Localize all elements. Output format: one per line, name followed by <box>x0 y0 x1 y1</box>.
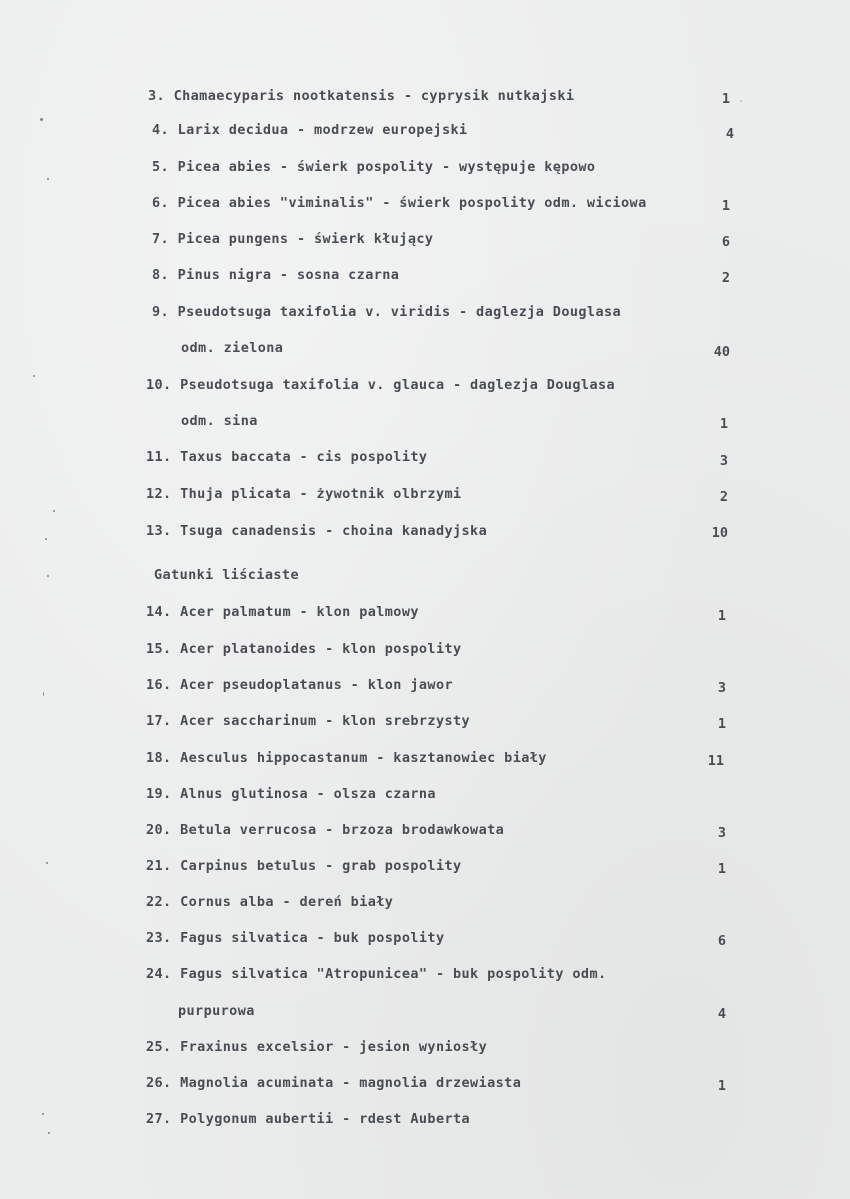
scan-speck <box>46 862 48 864</box>
entry-text: 11. Taxus baccata - cis pospolity <box>146 449 428 465</box>
entry-quantity: 10 <box>711 525 728 541</box>
section-heading: Gatunki liściaste <box>154 567 299 583</box>
entry-text: 14. Acer palmatum - klon palmowy <box>146 604 419 620</box>
entry-text: 19. Alnus glutinosa - olsza czarna <box>146 786 436 802</box>
entry-text: 18. Aesculus hippocastanum - kasztanowiec biały <box>146 750 547 766</box>
entry-text: 25. Fraxinus excelsior - jesion wyniosły <box>146 1039 488 1055</box>
scan-speck <box>33 375 35 377</box>
entry-quantity: 3 <box>717 825 726 841</box>
entry-quantity: 4 <box>725 126 734 142</box>
entry-text: 12. Thuja plicata - żywotnik olbrzymi <box>146 486 462 502</box>
entry-quantity: 40 <box>713 344 730 360</box>
entry-text: 22. Cornus alba - dereń biały <box>146 894 394 910</box>
entry-quantity: 1 <box>721 91 730 107</box>
entry-text: purpurowa <box>178 1003 255 1019</box>
entry-quantity: 2 <box>719 489 728 505</box>
entry-quantity: 1 <box>717 1078 726 1094</box>
entry-text: 21. Carpinus betulus - grab pospolity <box>146 858 462 874</box>
scan-speck <box>740 100 742 102</box>
scan-speck <box>42 1113 44 1115</box>
scan-speck <box>43 692 44 696</box>
entry-text: 20. Betula verrucosa - brzoza brodawkowata <box>146 822 505 838</box>
scan-speck <box>40 118 43 121</box>
scan-speck <box>47 178 49 180</box>
entry-text: 24. Fagus silvatica "Atropunicea" - buk pospolity odm. <box>146 966 607 982</box>
entry-text: 26. Magnolia acuminata - magnolia drzewiasta <box>146 1075 522 1091</box>
entry-text: 16. Acer pseudoplatanus - klon jawor <box>146 677 453 693</box>
entry-quantity: 2 <box>721 270 730 286</box>
entry-text: 17. Acer saccharinum - klon srebrzysty <box>146 713 471 729</box>
entry-text: 5. Picea abies - świerk pospolity - występuje kępowo <box>152 159 596 175</box>
entry-quantity: 1 <box>721 198 730 214</box>
entry-quantity: 6 <box>721 234 730 250</box>
scan-speck <box>45 538 47 540</box>
entry-quantity: 3 <box>717 680 726 696</box>
entry-text: 4. Larix decidua - modrzew europejski <box>152 122 468 138</box>
scan-speck <box>53 510 55 512</box>
scan-speck <box>48 1132 50 1134</box>
entry-text: 10. Pseudotsuga taxifolia v. glauca - daglezja Douglasa <box>146 377 616 393</box>
entry-quantity: 1 <box>717 716 726 732</box>
entry-text: 27. Polygonum aubertii - rdest Auberta <box>146 1111 471 1127</box>
entry-quantity: 11 <box>707 753 724 769</box>
entry-quantity: 1 <box>717 608 726 624</box>
scan-speck <box>47 575 49 577</box>
entry-text: 7. Picea pungens - świerk kłujący <box>152 231 434 247</box>
entry-quantity: 3 <box>719 453 728 469</box>
entry-text: 23. Fagus silvatica - buk pospolity <box>146 930 445 946</box>
entry-text: 13. Tsuga canadensis - choina kanadyjska <box>146 523 488 539</box>
entry-quantity: 1 <box>719 416 728 432</box>
entry-text: odm. sina <box>181 413 258 429</box>
entry-quantity: 4 <box>717 1006 726 1022</box>
entry-quantity: 6 <box>717 933 726 949</box>
entry-text: 3. Chamaecyparis nootkatensis - cyprysik nutkajski <box>148 88 575 104</box>
entry-text: 6. Picea abies "viminalis" - świerk pospolity odm. wiciowa <box>152 195 647 211</box>
entry-text: 15. Acer platanoides - klon pospolity <box>146 641 462 657</box>
entry-text: odm. zielona <box>181 340 284 356</box>
entry-text: 8. Pinus nigra - sosna czarna <box>152 267 400 283</box>
entry-quantity: 1 <box>717 861 726 877</box>
entry-text: 9. Pseudotsuga taxifolia v. viridis - daglezja Douglasa <box>152 304 622 320</box>
